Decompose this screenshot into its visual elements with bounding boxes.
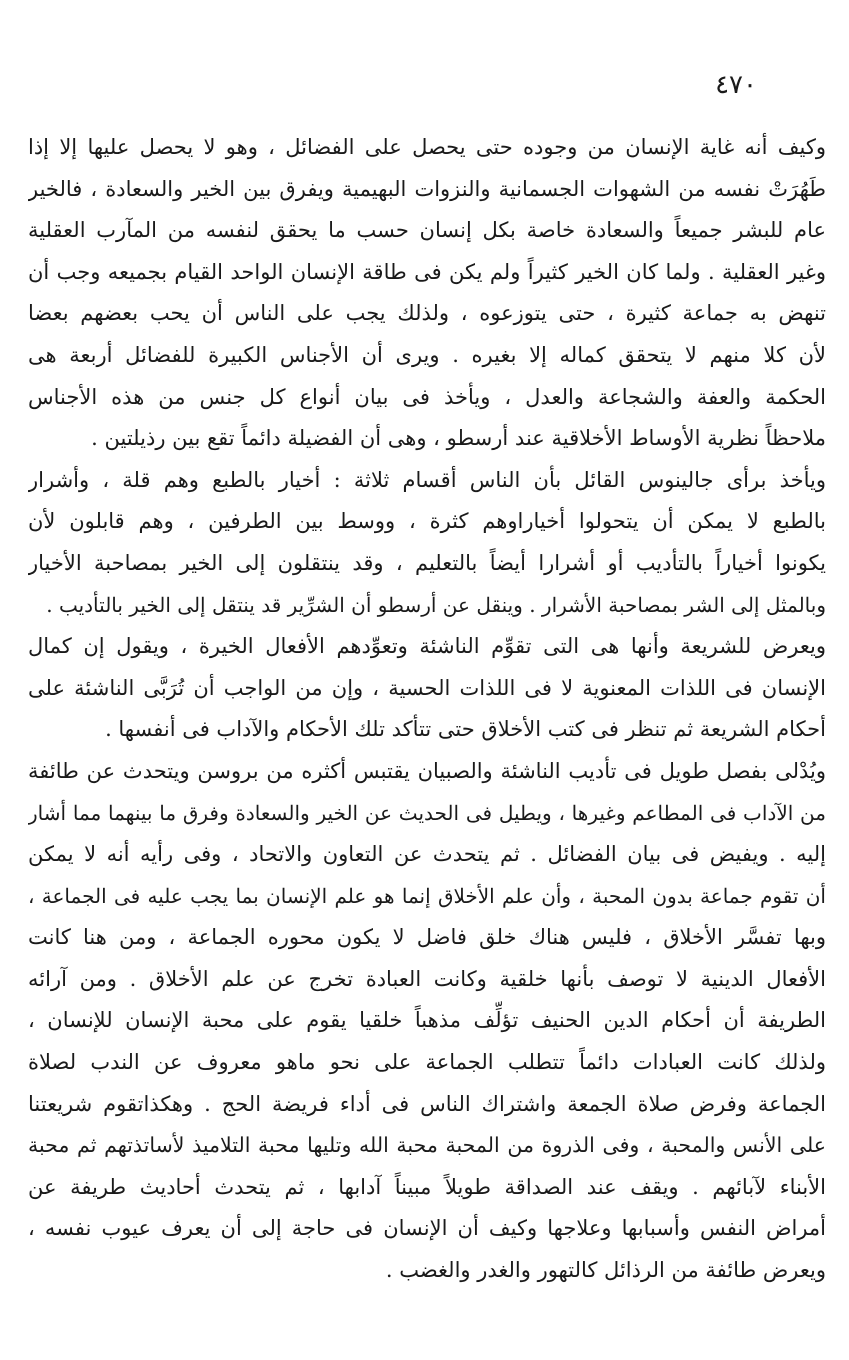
text-line: لأن كلا منهم لا يتحقق كماله إلا بغيره . ويرى أن الأجناس الكبيرة للفضائل أربعة هى xyxy=(28,342,826,367)
text-line: يكونوا أخياراً بالتأديب أو أشرارا أيضاً بالتعليم ، وقد ينتقلون إلى الخير بمصاحبة الأخيار xyxy=(28,550,826,575)
text-line: بالطبع لا يمكن أن يتحولوا أخياراوهم كثرة ، ووسط بين الطرفين ، وهم قابلون لأن xyxy=(28,509,826,534)
text-line: ويأخذ برأى جالينوس القائل بأن الناس أقسام ثلاثة : أخيار بالطبع وهم قلة ، وأشرار xyxy=(28,467,826,492)
text-line: وغير العقلية . ولما كان الخير كثيراً ولم يكن فى طاقة الإنسان الواحد القيام بجميعه وجب أن xyxy=(28,259,826,284)
text-line: وبها تفسَّر الأخلاق ، فليس هناك خلق فاضل لا يكون محوره الجماعة ، ومن هنا كانت xyxy=(28,925,826,950)
text-line: الطريفة أن أحكام الدين الحنيف تؤلِّف مذهباً خلقيا يقوم على محبة الإنسان للإنسان ، xyxy=(28,1008,826,1033)
text-line: الإنسان فى اللذات المعنوية لا فى اللذات الحسية ، وإن من الواجب أن تُرَبَّى الناشئة على xyxy=(28,675,826,700)
text-line: ملاحظاً نظرية الأوساط الأخلاقية عند أرسطو ، وهى أن الفضيلة دائماً تقع بين رذيلتين . xyxy=(91,426,826,451)
text-line: إليه . ويفيض فى بيان الفضائل . ثم يتحدث عن التعاون والاتحاد ، وفى رأيه أنه لا يمكن xyxy=(28,842,826,867)
text-line: ويعرض للشريعة وأنها هى التى تقوِّم الناشئة وتعوِّدهم الأفعال الخيرة ، ويقول إن كمال xyxy=(28,634,826,659)
text-line: وكيف أنه غاية الإنسان من وجوده حتى يحصل على الفضائل ، وهو لا يحصل عليها إلا إذا xyxy=(28,135,826,159)
text-line: الحكمة والعفة والشجاعة والعدل ، ويأخذ فى بيان أنواع كل جنس من هذه الأجناس xyxy=(28,384,826,409)
text-line: من الآداب فى المطاعم وغيرها ، ويطيل فى الحديث عن الخير والسعادة وفرق ما بينهما مما أشار xyxy=(28,800,826,825)
text-line: على الأنس والمحبة ، وفى الذروة من المحبة محبة الله وتليها محبة التلاميذ لأساتذتهم ثم محبة xyxy=(28,1133,826,1158)
text-line: ولذلك كانت العبادات دائماً تتطلب الجماعة على نحو ماهو معروف عن الندب لصلاة xyxy=(28,1050,826,1075)
text-line: ويُدْلى بفصل طويل فى تأديب الناشئة والصبيان يقتبس أكثره من بروسن ويتحدث عن طائفة xyxy=(28,758,826,783)
text-line: أحكام الشريعة ثم تنظر فى كتب الأخلاق حتى تتأكد تلك الأحكام والآداب فى أنفسها . xyxy=(105,717,826,742)
text-line: الأبناء لآبائهم . ويقف عند الصداقة طويلاً مبيناً آدابها ، ثم يتحدث أحاديث طريفة عن xyxy=(28,1174,826,1199)
body-text xyxy=(28,127,826,1292)
text-line: طَهُرَتْ نفسه من الشهوات الجسمانية والنزوات البهيمية ويفرق بين الخير والسعادة ، فالخير xyxy=(28,176,826,201)
text-line: أمراض النفس وأسبابها وعلاجها وكيف أن الإنسان فى حاجة إلى أن يعرف عيوب نفسه ، xyxy=(28,1216,826,1241)
page-number: ٤٧٠ xyxy=(715,70,757,100)
text-line: الأفعال الدينية لا توصف بأنها خلقية وكانت العبادة تخرج عن علم الأخلاق . ومن آرائه xyxy=(28,966,826,991)
text-line: ويعرض طائفة من الرذائل كالتهور والغدر والغضب . xyxy=(385,1258,826,1283)
text-line: وبالمثل إلى الشر بمصاحبة الأشرار . وينقل عن أرسطو أن الشرِّير قد ينتقل إلى الخير بالتأديب . xyxy=(46,592,826,617)
text-line: تنهض به جماعة كثيرة ، حتى يتوزعوه ، ولذلك يجب على الناس أن يحب بعضهم بعضا xyxy=(28,301,826,326)
text-line: الجماعة وفرض صلاة الجمعة واشتراك الناس فى أداء فريضة الحج . وهكذاتقوم شريعتنا xyxy=(28,1091,826,1116)
text-line: عام للبشر جميعاً والسعادة خاصة بكل إنسان حسب ما يحقق لنفسه من المآرب العقلية xyxy=(28,218,826,243)
text-line: أن تقوم جماعة بدون المحبة ، وأن علم الأخلاق إنما هو علم الإنسان بما يجب عليه فى الجماعة ، xyxy=(28,883,826,908)
